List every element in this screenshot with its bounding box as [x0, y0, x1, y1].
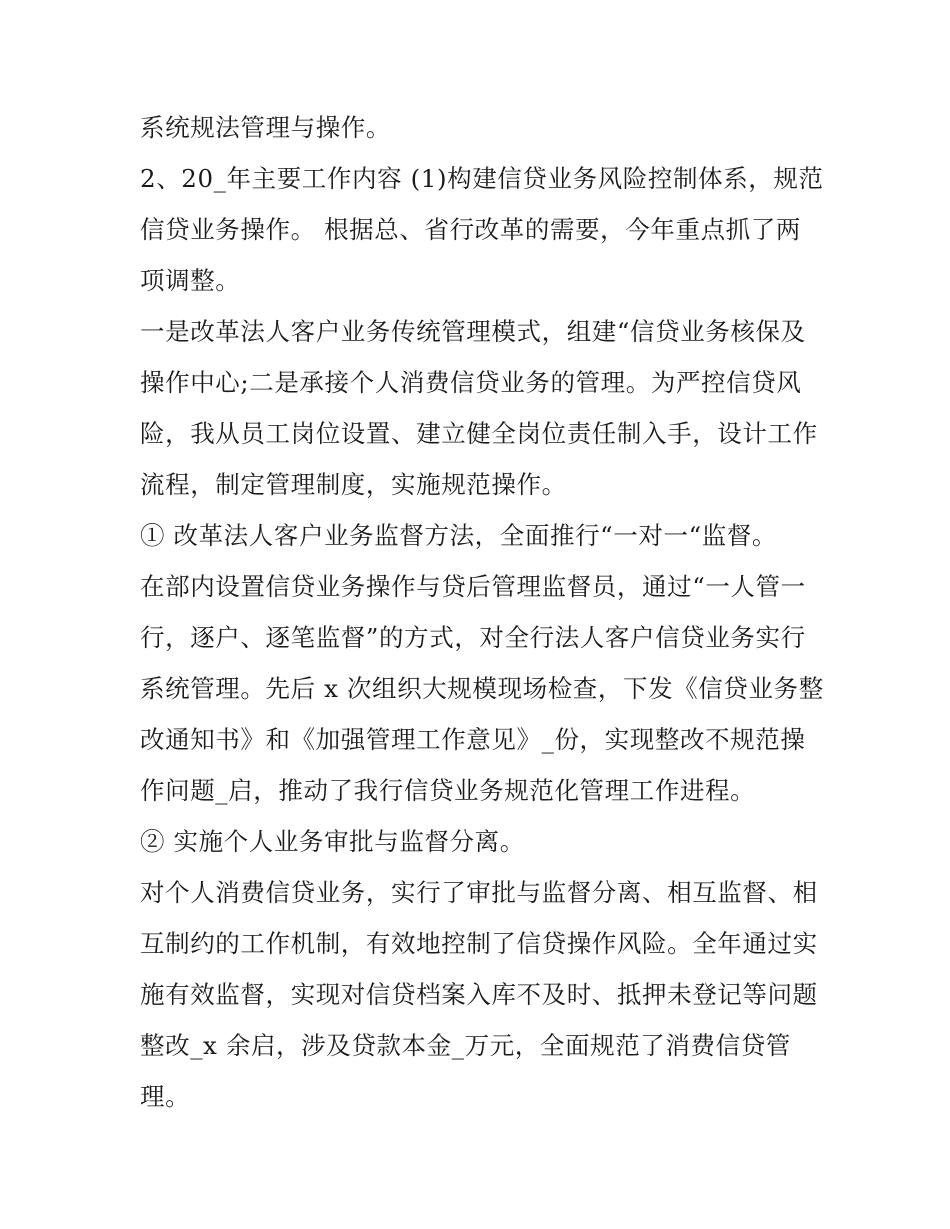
paragraph — [140, 561, 824, 816]
text-line: 对个人消费信贷业务，实行了审批与监督分离、相互监督、相 — [140, 878, 818, 907]
text-line: 险，我从员工岗位设置、建立健全岗位责任制入手，设计工作 — [140, 419, 818, 448]
text-line: 行，逐户、逐笔监督”的方式，对全行法人客户信贷业务实行 — [140, 623, 806, 652]
text-line: 作问题_启，推动了我行信贷业务规范化管理工作进程。 — [140, 776, 756, 805]
text-line: ① 改革法人客户业务监督方法，全面推行“一对一“监督。 — [140, 521, 778, 550]
text-line: 整改_x 余启，涉及贷款本金_万元，全面规范了消费信贷管 — [140, 1031, 791, 1060]
text-line: 互制约的工作机制，有效地控制了信贷操作风险。全年通过实 — [140, 929, 818, 958]
text-line: 信贷业务操作。 根据总、省行改革的需要，今年重点抓了两 — [140, 215, 801, 244]
paragraph — [140, 153, 824, 306]
text-line: 系统规法管理与操作。 — [140, 113, 391, 142]
paragraph — [140, 816, 820, 867]
text-line: 在部内设置信贷业务操作与贷后管理监督员，通过“一人管一 — [140, 572, 806, 601]
text-line: 理。 — [140, 1082, 191, 1111]
text-line: 改通知书》和《加强管理工作意见》_份，实现整改不规范操 — [140, 725, 806, 754]
text-line: 2、20_年主要工作内容 (1)构建信贷业务风险控制体系，规范 — [140, 164, 824, 193]
text-line: 流程，制定管理制度，实施规范操作。 — [140, 470, 567, 499]
paragraph — [140, 510, 820, 561]
paragraph — [140, 306, 820, 510]
text-line: ② 实施个人业务审批与监督分离。 — [140, 827, 525, 856]
text-line: 操作中心;二是承接个人消费信贷业务的管理。为严控信贷风 — [140, 368, 802, 397]
text-line: 施有效监督，实现对信贷档案入库不及时、抵押未登记等问题 — [140, 980, 818, 1009]
paragraph — [140, 102, 820, 153]
text-line: 项调整。 — [140, 266, 241, 295]
document-body — [140, 102, 824, 1122]
text-line: 一是改革法人客户业务传统管理模式，组建“信贷业务核保及 — [140, 317, 806, 346]
paragraph — [140, 867, 820, 1122]
text-line: 系统管理。先后 x 次组织大规模现场检查，下发《信贷业务整 — [140, 674, 824, 703]
